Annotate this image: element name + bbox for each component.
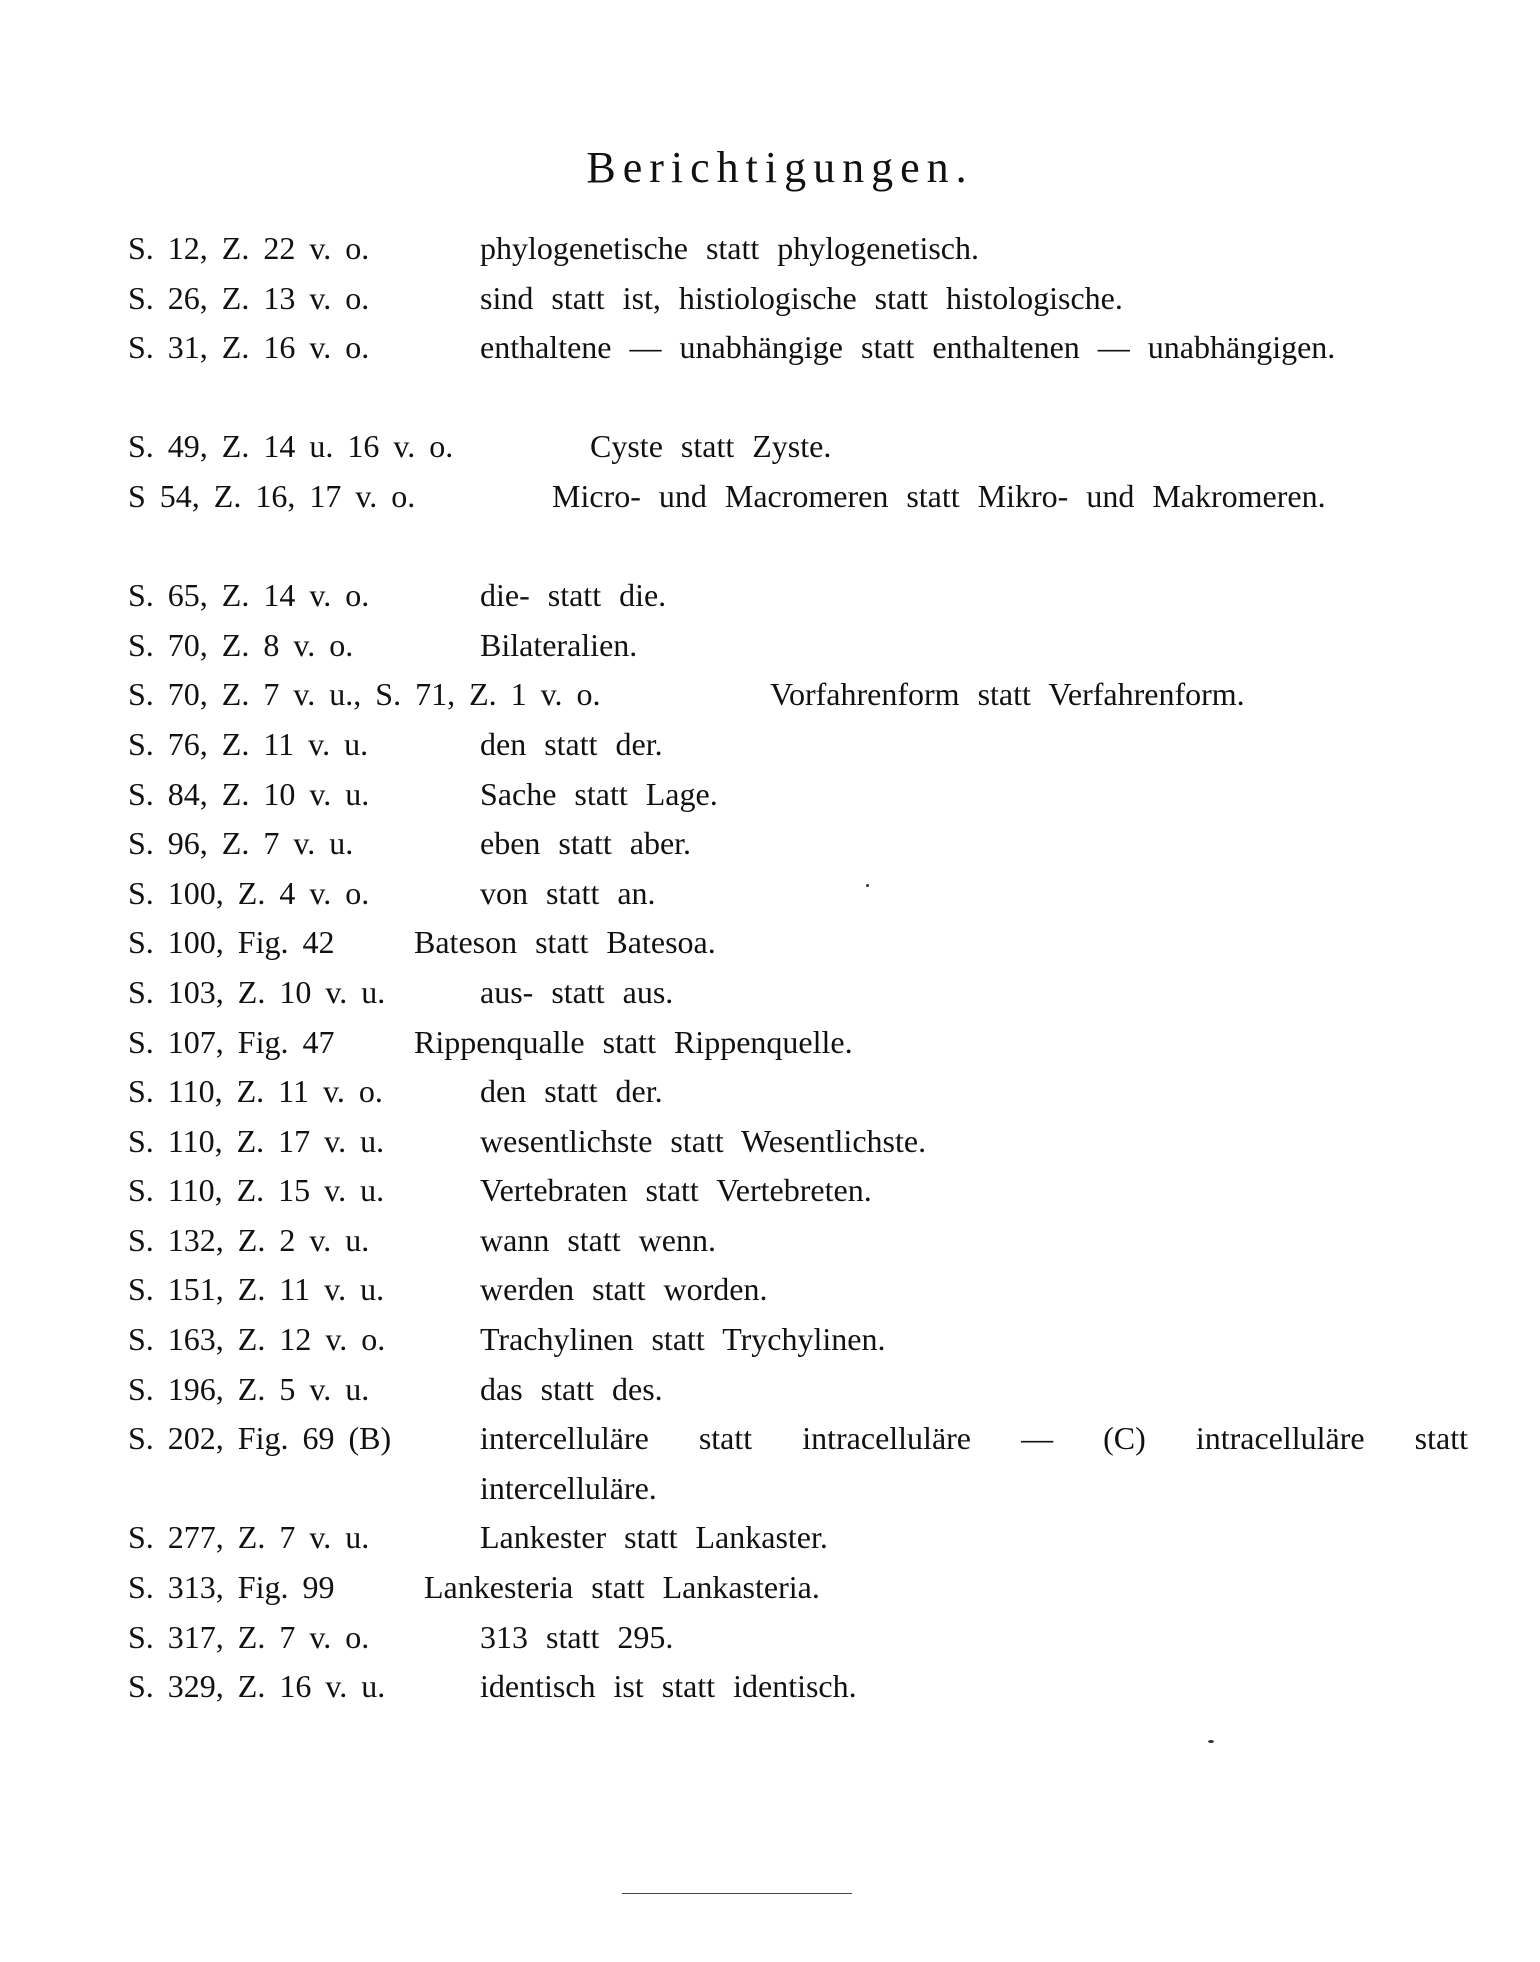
errata-reference: S. 110, Z. 17 v. u. bbox=[128, 1122, 385, 1159]
page-title: Berichtigungen. bbox=[586, 143, 974, 192]
errata-entry bbox=[128, 670, 1468, 720]
errata-correction: Rippenqualle statt Rippenquelle. bbox=[414, 1023, 853, 1060]
errata-reference: S. 151, Z. 11 v. u. bbox=[128, 1271, 385, 1308]
errata-reference: S. 103, Z. 10 v. u. bbox=[128, 973, 386, 1010]
errata-entry bbox=[128, 1117, 1468, 1167]
errata-reference: S. 31, Z. 16 v. o. bbox=[128, 329, 370, 366]
errata-entry bbox=[128, 869, 1468, 919]
errata-correction: Vertebraten statt Vertebreten. bbox=[480, 1172, 872, 1209]
errata-reference: S. 12, Z. 22 v. o. bbox=[128, 230, 370, 266]
errata-correction: Vorfahrenform statt Verfahrenform. bbox=[770, 676, 1245, 713]
errata-reference: S. 107, Fig. 47 bbox=[128, 1023, 335, 1060]
errata-reference: S. 70, Z. 7 v. u., S. 71, Z. 1 v. o. bbox=[128, 676, 601, 713]
errata-entry bbox=[128, 720, 1468, 770]
errata-correction: sind statt ist, histiologische statt histologische. bbox=[480, 279, 1123, 316]
closing-rule bbox=[622, 1893, 852, 1894]
errata-correction: die- statt die. bbox=[480, 577, 667, 614]
errata-correction: eben statt aber. bbox=[480, 825, 692, 862]
errata-entry bbox=[128, 1365, 1468, 1415]
errata-reference: S. 163, Z. 12 v. o. bbox=[128, 1321, 386, 1358]
errata-correction: werden statt worden. bbox=[480, 1271, 768, 1308]
errata-reference: S. 313, Fig. 99 bbox=[128, 1569, 335, 1606]
errata-reference: S. 49, Z. 14 u. 16 v. o. bbox=[128, 428, 454, 465]
errata-correction: wesentlichste statt Wesentlichste. bbox=[480, 1122, 927, 1159]
errata-correction: das statt des. bbox=[480, 1370, 663, 1407]
errata-entry bbox=[128, 1662, 1468, 1712]
errata-correction: identisch ist statt identisch. bbox=[480, 1668, 857, 1705]
errata-reference: S. 70, Z. 8 v. o. bbox=[128, 626, 354, 663]
errata-entry bbox=[128, 968, 1468, 1018]
errata-correction: Lankesteria statt Lankasteria. bbox=[424, 1569, 820, 1606]
errata-reference: S 54, Z. 16, 17 v. o. bbox=[128, 477, 416, 514]
errata-reference: S. 132, Z. 2 v. u. bbox=[128, 1221, 370, 1258]
errata-entry bbox=[128, 1018, 1468, 1068]
errata-correction: wann statt wenn. bbox=[480, 1221, 716, 1258]
errata-reference: S. 76, Z. 11 v. u. bbox=[128, 725, 369, 762]
errata-entry bbox=[128, 1166, 1468, 1216]
errata-list bbox=[128, 224, 1468, 1712]
errata-entry bbox=[128, 571, 1468, 621]
errata-entry bbox=[128, 422, 1468, 472]
errata-entry bbox=[128, 1067, 1468, 1117]
errata-reference: S. 196, Z. 5 v. u. bbox=[128, 1370, 370, 1407]
errata-correction: den statt der. bbox=[480, 725, 663, 762]
errata-entry bbox=[128, 224, 1468, 274]
errata-reference: S. 202, Fig. 69 (B) bbox=[128, 1420, 392, 1457]
errata-correction: Bateson statt Batesoa. bbox=[414, 924, 716, 961]
errata-reference: S. 84, Z. 10 v. u. bbox=[128, 775, 370, 812]
errata-correction: aus- statt aus. bbox=[480, 973, 674, 1010]
errata-entry bbox=[128, 1216, 1468, 1266]
errata-reference: S. 100, Z. 4 v. o. bbox=[128, 874, 370, 911]
errata-entry bbox=[128, 1265, 1468, 1315]
errata-entry bbox=[128, 918, 1468, 968]
errata-entry bbox=[128, 472, 1468, 571]
errata-correction: Sache statt Lage. bbox=[480, 775, 718, 812]
errata-reference: S. 110, Z. 15 v. u. bbox=[128, 1172, 385, 1209]
errata-entry bbox=[128, 323, 1468, 422]
print-speck bbox=[1208, 1740, 1214, 1743]
errata-entry bbox=[128, 819, 1468, 869]
errata-entry bbox=[128, 1414, 1468, 1513]
errata-entry bbox=[128, 1613, 1468, 1663]
errata-reference: S. 26, Z. 13 v. o. bbox=[128, 279, 370, 316]
errata-correction: von statt an. bbox=[480, 874, 656, 911]
errata-reference: S. 65, Z. 14 v. o. bbox=[128, 577, 370, 614]
errata-correction: 313 statt 295. bbox=[480, 1618, 674, 1655]
errata-correction: Micro- und Macromeren statt Mikro- und Makromeren. bbox=[552, 477, 1326, 514]
errata-correction: enthaltene — unabhängige statt enthaltenen — unabhängigen. bbox=[480, 329, 1336, 366]
errata-entry bbox=[128, 1513, 1468, 1563]
errata-entry bbox=[128, 274, 1468, 324]
errata-correction: Cyste statt Zyste. bbox=[590, 428, 832, 465]
errata-reference: S. 277, Z. 7 v. u. bbox=[128, 1519, 370, 1556]
errata-correction: Trachylinen statt Trychylinen. bbox=[480, 1321, 886, 1358]
errata-reference: S. 96, Z. 7 v. u. bbox=[128, 825, 354, 862]
errata-reference: S. 110, Z. 11 v. o. bbox=[128, 1073, 383, 1110]
print-speck bbox=[866, 884, 869, 887]
errata-entry bbox=[128, 770, 1468, 820]
errata-correction: den statt der. bbox=[480, 1073, 663, 1110]
errata-entry bbox=[128, 1563, 1468, 1613]
errata-correction: intercelluläre statt intracelluläre — (C) intracelluläre statt intercelluläre. bbox=[480, 1420, 1468, 1506]
errata-reference: S. 100, Fig. 42 bbox=[128, 924, 335, 961]
errata-reference: S. 329, Z. 16 v. u. bbox=[128, 1668, 386, 1705]
errata-correction: Lankester statt Lankaster. bbox=[480, 1519, 828, 1556]
errata-correction: phylogenetische statt phylogenetisch. bbox=[480, 230, 979, 266]
errata-correction: Bilateralien. bbox=[480, 626, 638, 663]
errata-entry bbox=[128, 1315, 1468, 1365]
errata-entry bbox=[128, 621, 1468, 671]
errata-reference: S. 317, Z. 7 v. o. bbox=[128, 1618, 370, 1655]
